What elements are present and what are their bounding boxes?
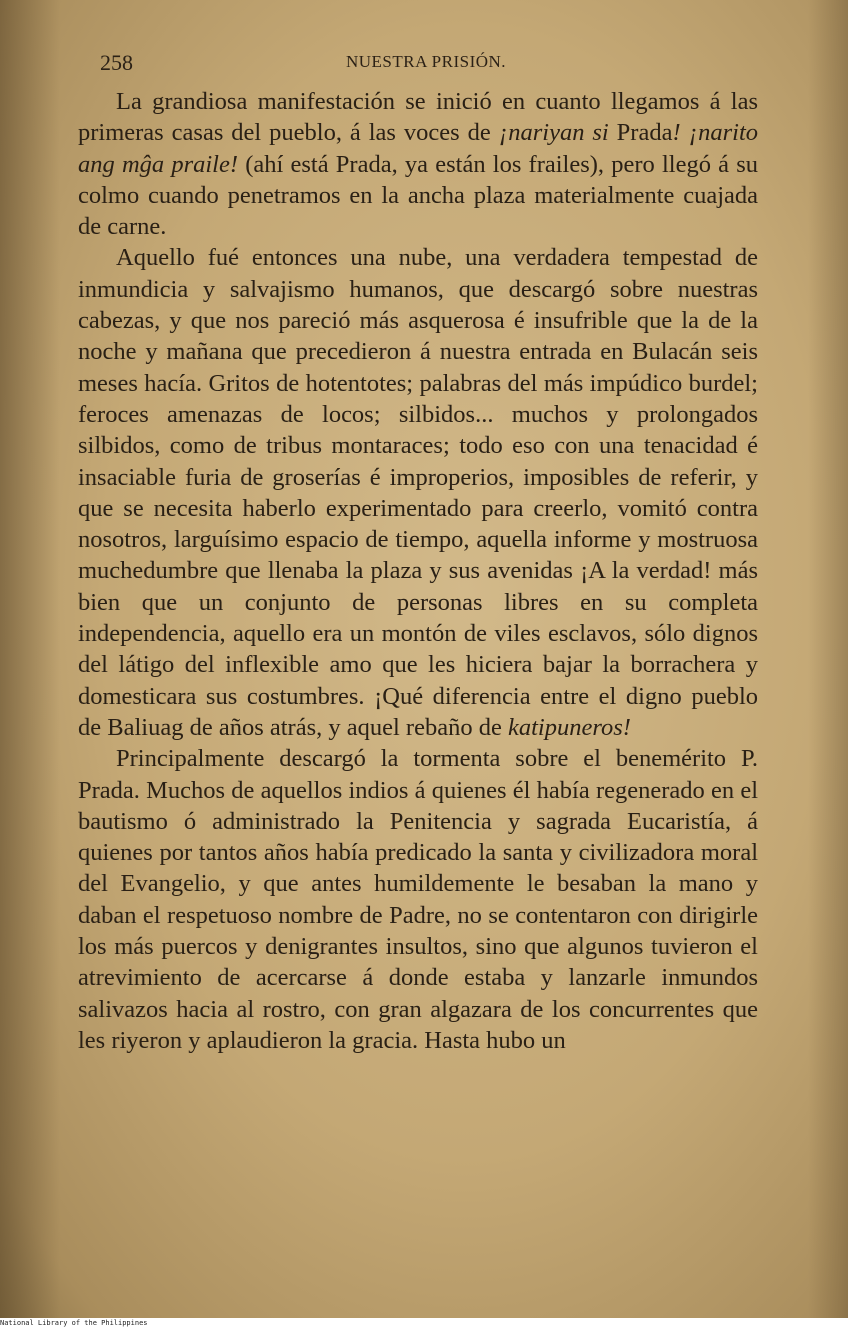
body-text	[78, 86, 758, 1056]
footer-credit: National Library of the Philippines	[0, 1319, 148, 1327]
paragraph-1-italic-a: ¡nariyan si	[498, 119, 609, 147]
paragraph-1-text-b: Prada	[608, 119, 673, 147]
paragraph-3-text: Principalmente descargó la tormenta sobre el benemérito P. Prada. Muchos de aquellos indios á quienes él había regenerado en el bautismo ó administrado la Penitencia y sagrada Eucaristía, á quienes por tantos años había predicado la santa y civilizadora moral del Evangelio, y que antes humildemente le besaban la mano y daban el respetuoso nombre de Padre, no se contentaron con dirigirle los más puercos y denigrantes insultos, sino que algunos tuvieron el atrevimiento de acercarse á donde estaba y lanzarle inmundos salivazos hacia al rostro, con gran algazara de los concurrentes que les riyeron y aplaudieron la gracia. Hasta hubo un	[78, 745, 758, 1054]
paragraph-1-text-c: (ahí está Prada, ya están los frailes), pero llegó á su colmo cuando penetramos en la ancha plaza materialmente cuajada de carne.	[78, 150, 759, 241]
paragraph-1-italic-b: ! ¡narito ang mĝa praile!	[78, 119, 759, 178]
running-title: NUESTRA PRISIÓN.	[345, 52, 507, 71]
page-header	[96, 50, 756, 78]
paragraph-2-italic: katipuneros!	[507, 713, 631, 741]
paragraph-2	[78, 242, 758, 743]
paragraph-1-text-a: La grandiosa manifestación se inició en cuanto llegamos á las primeras casas del pueblo, á las voces de	[78, 88, 758, 147]
paragraph-2-text: Aquello fué entonces una nube, una verdadera tempestad de inmundicia y salvajismo humanos, que descargó sobre nuestras cabezas, y que nos pareció más asquerosa é insufrible que la de la noche y mañana que precedieron á nuestra entrada en Bulacán seis meses hacía. Gritos de hotentotes; palabras del más impúdico burdel; feroces amenazas de locos; silbidos... muchos y prolongados silbidos, como de tribus montaraces; todo eso con una tenacidad é insaciable furia de groserías é improperios, imposibles de referir, y que se necesita haberlo experimentado para creerlo, vomitó contra nosotros, larguísimo espacio de tiempo, aquella informe y mostruosa muchedumbre que llenaba la plaza y sus avenidas ¡A la verdad! más bien que un conjunto de personas libres en su completa independencia, aquello era un montón de viles esclavos, sólo dignos del látigo del inflexible amo que les hiciera bajar la borrachera y domesticara sus costumbres. ¡Qué diferencia entre el digno pueblo de Baliuag de años atrás, y aquel rebaño de	[78, 244, 758, 741]
page-number: 258	[100, 50, 133, 75]
paragraph-3	[78, 743, 758, 1056]
paragraph-1	[78, 86, 758, 242]
